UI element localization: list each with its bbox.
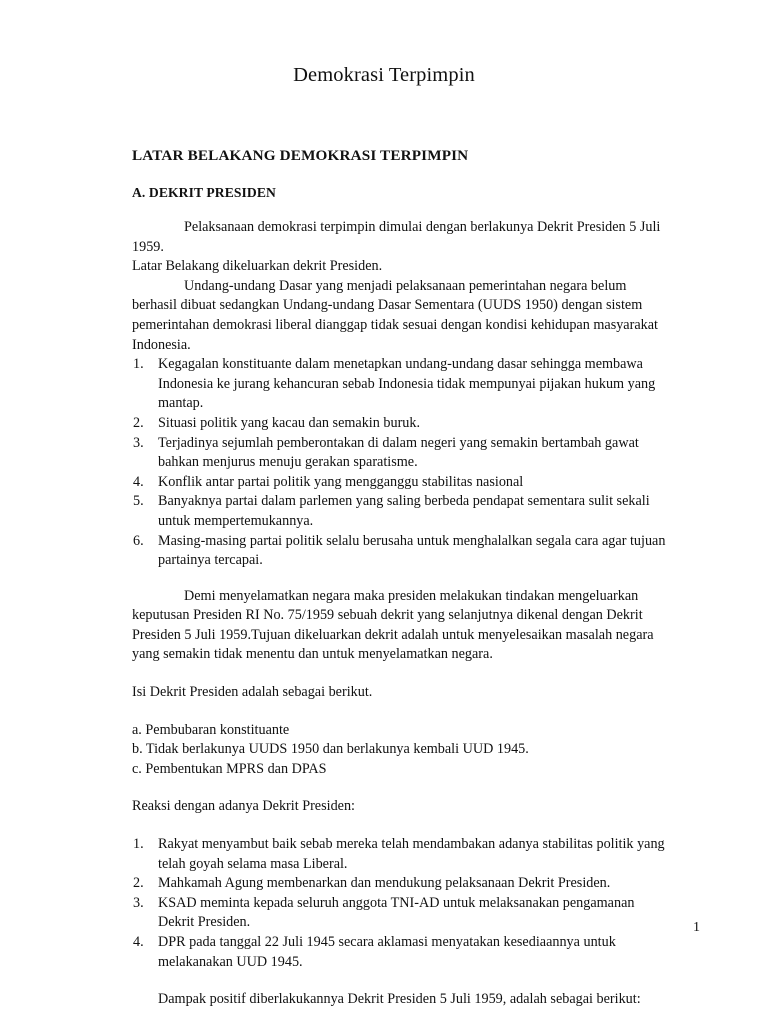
list-item xyxy=(132,473,666,493)
list-item-text: Masing-masing partai politik selalu berusaha untuk menghalalkan segala cara agar tujuan partainya tercapai. xyxy=(158,532,666,569)
line-reaksi: Reaksi dengan adanya Dekrit Presiden: xyxy=(132,798,355,815)
line-latar-belakang: Latar Belakang dikeluarkan dekrit Presiden. xyxy=(132,258,383,275)
list-item-text: Terjadinya sejumlah pemberontakan di dalam negeri yang semakin bertambah gawat bahkan menjurus menuju gerakan sparatisme. xyxy=(158,434,639,471)
list-item-text: Rakyat menyambut baik sebab mereka telah mendambakan adanya stabilitas politik yang telah goyah selama masa Liberal. xyxy=(158,836,665,872)
list-marker: 3. xyxy=(133,434,144,451)
list-item-text: Banyaknya partai dalam parlemen yang saling berbeda pendapat sementara sulit sekali untuk mempertemukannya. xyxy=(158,493,650,529)
line-isi-dekrit: Isi Dekrit Presiden adalah sebagai berikut. xyxy=(132,684,373,701)
list-item xyxy=(132,492,666,531)
list-marker: 1. xyxy=(133,356,144,373)
list-dekrit-contents xyxy=(132,721,666,780)
list-causes xyxy=(132,355,666,571)
spacer xyxy=(132,166,666,184)
paragraph-dampak-positif: Dampak positif diberlakukannya Dekrit Presiden 5 Juli 1959, adalah sebagai berikut: xyxy=(158,991,641,1008)
page-title: Demokrasi Terpimpin xyxy=(293,64,475,86)
list-marker: 4. xyxy=(133,934,144,950)
list-item-text: Situasi politik yang kacau dan semakin buruk. xyxy=(158,414,421,431)
paragraph-undang-undang: Undang-undang Dasar yang menjadi pelaksanaan pemerintahan negara belum berhasil dibuat sedangkan Undang-undang Dasar Sementara (UUDS 1950) dengan sistem pemerintahan demokrasi liberal dianggap tidak sesuai dengan kondisi kehidupan masyarakat Indonesia. xyxy=(132,277,658,353)
list-marker: 3. xyxy=(133,894,144,911)
spacer xyxy=(132,703,666,721)
list-item xyxy=(132,933,666,972)
list-item: b. Tidak berlakunya UUDS 1950 dan berlakunya kembali UUD 1945. xyxy=(132,741,529,758)
paragraph-pelaksanaan: Pelaksanaan demokrasi terpimpin dimulai dengan berlakunya Dekrit Presiden 5 Juli 1959. xyxy=(132,219,661,255)
spacer xyxy=(132,571,666,587)
spacer xyxy=(132,972,666,990)
page-number: 1 xyxy=(693,920,700,935)
spacer xyxy=(132,202,666,218)
list-marker: 2. xyxy=(133,875,144,892)
paragraph-demi-menyelamatkan: Demi menyelamatkan negara maka presiden melakukan tindakan mengeluarkan keputusan Presiden RI No. 75/1959 sebuah dekrit yang selanjutnya dikenal dengan Dekrit Presiden 5 Juli 1959.Tujuan dikeluarkan dekrit adalah untuk menyelesaikan masalah negara yang semakin tidak menentu dan untuk menyelamatkan negara. xyxy=(132,587,654,663)
list-item xyxy=(132,835,666,874)
spacer xyxy=(132,665,666,683)
list-item-text: KSAD meminta kepada seluruh anggota TNI-AD untuk melaksanakan pengamanan Dekrit Presiden. xyxy=(158,894,635,931)
list-marker: 5. xyxy=(133,493,144,510)
list-item xyxy=(132,434,666,473)
list-item xyxy=(132,355,666,414)
list-item-text: Kegagalan konstituante dalam menetapkan undang-undang dasar sehingga membawa Indonesia ke jurang kehancuran sebab Indonesia tidak mempunyai pijakan hukum yang mantap. xyxy=(158,356,656,412)
list-marker: 6. xyxy=(133,532,144,549)
list-item xyxy=(132,874,666,894)
list-marker: 2. xyxy=(133,414,144,431)
list-marker: 4. xyxy=(133,473,144,490)
spacer xyxy=(132,817,666,835)
list-item xyxy=(132,532,666,571)
list-item-text: Mahkamah Agung membenarkan dan mendukung pelaksanaan Dekrit Presiden. xyxy=(158,875,611,892)
list-marker: 1. xyxy=(133,836,144,853)
document-body xyxy=(132,146,666,1010)
list-item: c. Pembentukan MPRS dan DPAS xyxy=(132,760,327,777)
list-item xyxy=(132,414,666,434)
section-heading: LATAR BELAKANG DEMOKRASI TERPIMPIN xyxy=(132,147,469,164)
list-reactions xyxy=(132,835,666,972)
spacer xyxy=(132,779,666,797)
list-item-text: DPR pada tanggal 22 Juli 1945 secara aklamasi menyatakan kesediaannya untuk melakanakan UUD 1945. xyxy=(158,934,616,970)
sub-heading: A. DEKRIT PRESIDEN xyxy=(132,185,276,200)
list-item: a. Pembubaran konstituante xyxy=(132,721,290,738)
list-item-text: Konflik antar partai politik yang mengganggu stabilitas nasional xyxy=(158,473,524,490)
